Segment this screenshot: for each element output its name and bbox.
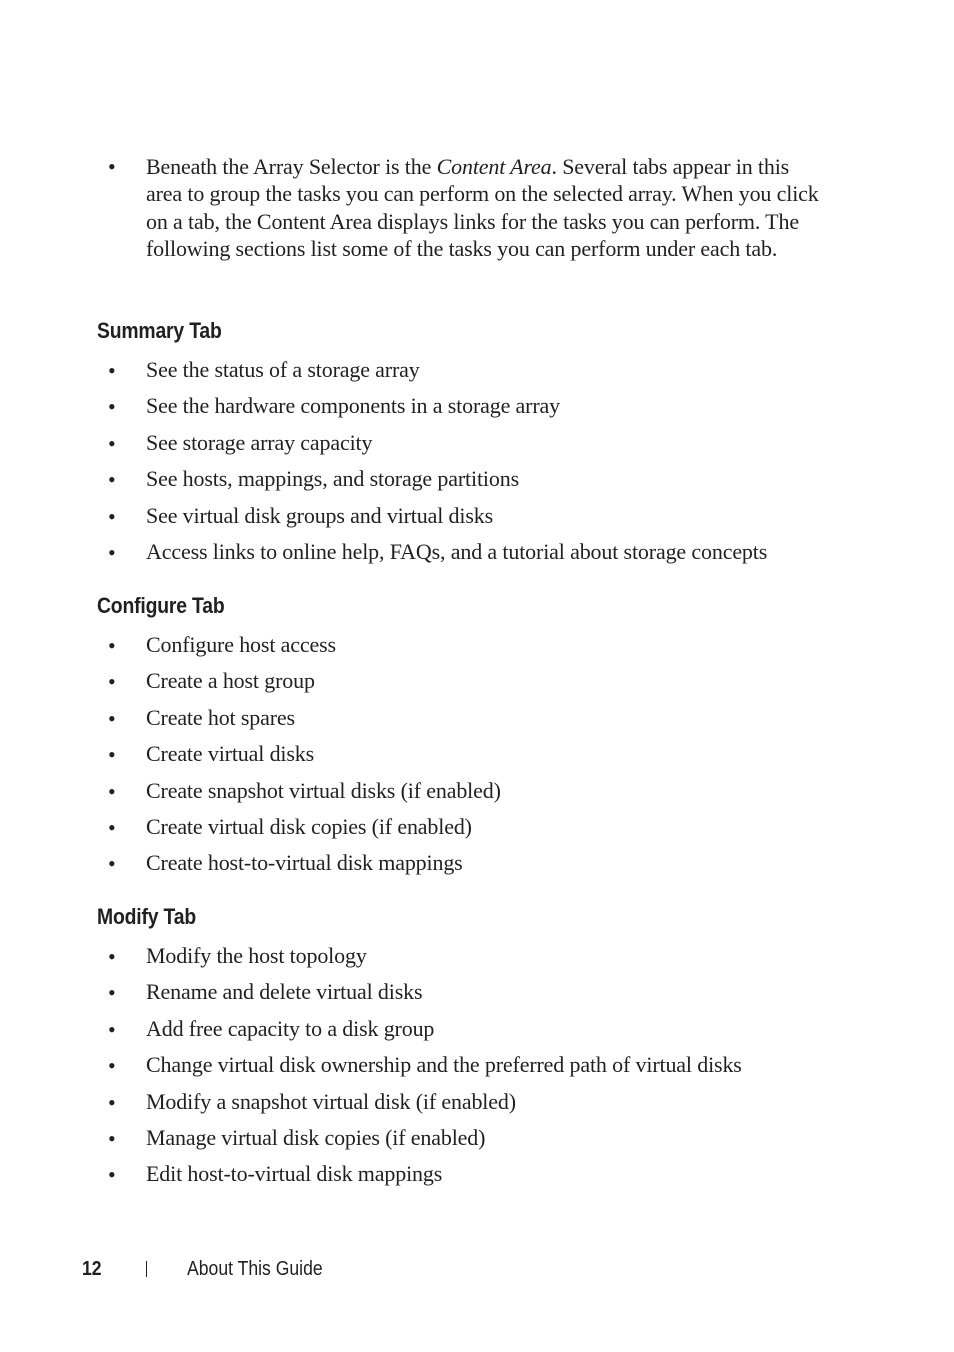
bullet-marker: •	[108, 633, 116, 658]
list-item	[0, 538, 954, 574]
bullet-marker: •	[108, 430, 116, 456]
list-item	[0, 631, 954, 667]
bullet-marker: •	[108, 778, 116, 804]
bullet-marker: •	[108, 154, 116, 179]
bullet-marker: •	[108, 539, 116, 565]
summary-tab-list	[0, 356, 954, 574]
bullet-marker: •	[108, 1016, 116, 1042]
bullet-marker: •	[108, 980, 116, 1006]
list-item	[0, 1051, 954, 1087]
list-item	[0, 1015, 954, 1051]
list-item-text: Manage virtual disk copies (if enabled)	[146, 1124, 486, 1150]
list-item	[0, 740, 954, 776]
list-item	[0, 356, 954, 392]
summary-tab-heading: Summary Tab	[97, 318, 222, 343]
list-item-text: Create snapshot virtual disks (if enabled)	[146, 777, 501, 803]
footer-separator	[146, 1261, 147, 1277]
intro-text-before: Beneath the Array Selector is the	[146, 154, 437, 179]
list-item-text: See the status of a storage array	[146, 357, 420, 382]
list-item-text: Create virtual disk copies (if enabled)	[146, 813, 472, 839]
page-number: 12	[82, 1258, 102, 1280]
list-item	[0, 465, 954, 501]
list-item-text: Create a host group	[146, 668, 315, 694]
list-item	[0, 502, 954, 538]
list-item-text: Access links to online help, FAQs, and a tutorial about storage concepts	[146, 538, 768, 564]
modify-tab-heading: Modify Tab	[97, 904, 196, 929]
running-title: About This Guide	[187, 1258, 323, 1280]
content-area-term: Content Area	[436, 154, 552, 179]
list-item-text: Modify the host topology	[146, 943, 367, 968]
list-item	[0, 1088, 954, 1124]
bullet-marker: •	[108, 1162, 116, 1188]
intro-text-after: . Several tabs appear in this area to group the tasks you can perform on the selected array. When you click on a tab, the Content Area displays links for the tasks you can perform. The following sections list some of the tasks you can perform under each tab.	[146, 154, 819, 261]
list-item	[0, 667, 954, 703]
configure-tab-list	[0, 631, 954, 886]
list-item-text: See hosts, mappings, and storage partitions	[146, 466, 519, 492]
bullet-marker: •	[108, 669, 116, 695]
page-footer	[0, 1256, 954, 1282]
configure-tab-heading: Configure Tab	[97, 593, 225, 618]
bullet-marker: •	[108, 705, 116, 731]
bullet-marker: •	[108, 503, 116, 529]
bullet-marker: •	[108, 1089, 116, 1115]
bullet-marker: •	[108, 1053, 116, 1079]
list-item-text: Modify a snapshot virtual disk (if enabled)	[146, 1088, 516, 1114]
list-item	[0, 1160, 954, 1196]
list-item	[0, 942, 954, 978]
list-item-text: Create host-to-virtual disk mappings	[146, 850, 463, 876]
list-item-text: Add free capacity to a disk group	[146, 1015, 435, 1041]
intro-bullet	[0, 153, 954, 262]
bullet-marker: •	[108, 358, 116, 383]
list-item	[0, 978, 954, 1014]
list-item	[0, 429, 954, 465]
intro-bullet-row	[0, 153, 954, 262]
list-item-text: See the hardware components in a storage array	[146, 393, 560, 419]
list-item	[0, 392, 954, 428]
bullet-marker: •	[108, 1125, 116, 1151]
list-item-text: Create hot spares	[146, 704, 295, 730]
list-item	[0, 704, 954, 740]
bullet-marker: •	[108, 814, 116, 840]
list-item-text: See virtual disk groups and virtual disks	[146, 502, 494, 528]
list-item-text: Configure host access	[146, 632, 336, 657]
list-item-text: Create virtual disks	[146, 741, 315, 767]
list-item	[0, 813, 954, 849]
bullet-marker: •	[108, 394, 116, 420]
list-item-text: See storage array capacity	[146, 429, 373, 455]
list-item	[0, 777, 954, 813]
list-item-text: Change virtual disk ownership and the preferred path of virtual disks	[146, 1052, 742, 1078]
bullet-marker: •	[108, 944, 116, 969]
list-item	[0, 1124, 954, 1160]
modify-tab-list	[0, 942, 954, 1197]
bullet-marker: •	[108, 467, 116, 493]
bullet-marker: •	[108, 742, 116, 768]
bullet-marker: •	[108, 851, 116, 877]
intro-paragraph	[146, 153, 826, 262]
list-item	[0, 849, 954, 885]
list-item-text: Rename and delete virtual disks	[146, 979, 423, 1005]
list-item-text: Edit host-to-virtual disk mappings	[146, 1161, 443, 1187]
